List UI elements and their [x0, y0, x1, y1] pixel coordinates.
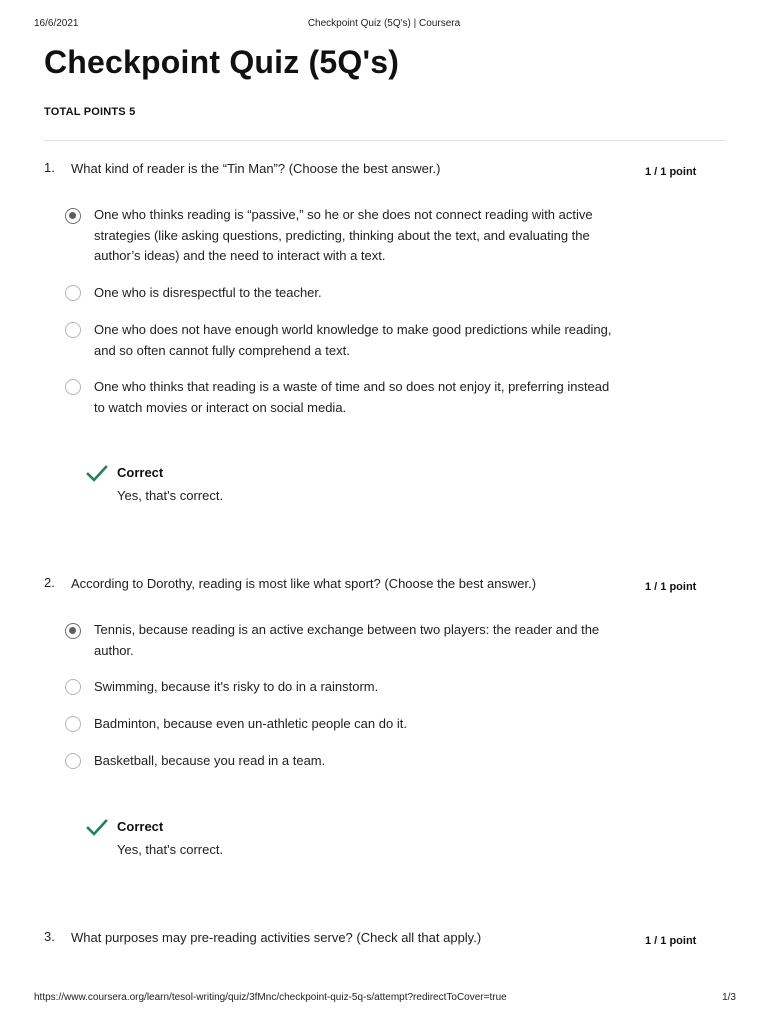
option-text: One who is disrespectful to the teacher. — [94, 285, 322, 300]
radio-button-selected[interactable] — [65, 208, 81, 224]
question-points: 1 / 1 point — [645, 166, 697, 178]
question-number: 1. — [44, 160, 55, 175]
radio-button[interactable] — [65, 285, 81, 301]
feedback-title: Correct — [117, 819, 164, 834]
option-text: Tennis, because reading is an active exchange between two players: the reader and the author. — [94, 622, 600, 658]
radio-button[interactable] — [65, 753, 81, 769]
question-text: What purposes may pre-reading activities serve? (Check all that apply.) — [71, 930, 482, 945]
radio-button[interactable] — [65, 322, 81, 338]
question-text: According to Dorothy, reading is most like what sport? (Choose the best answer.) — [71, 576, 537, 591]
feedback-title: Correct — [117, 465, 164, 480]
option-text: One who does not have enough world knowledge to make good predictions while reading, and so often cannot fully comprehend a text. — [94, 322, 612, 358]
option-text: One who thinks reading is “passive,” so he or she does not connect reading with active strategies (like asking questions, predicting, thinking about the text, and evaluating the author’s ideas) and the need to interact with a text. — [94, 207, 593, 263]
radio-button[interactable] — [65, 379, 81, 395]
radio-button[interactable] — [65, 716, 81, 732]
option-text: Basketball, because you read in a team. — [94, 753, 326, 768]
question-number: 2. — [44, 575, 55, 590]
check-icon — [86, 819, 108, 837]
option-text: Swimming, because it's risky to do in a rainstorm. — [94, 679, 379, 694]
question-text: What kind of reader is the “Tin Man”? (Choose the best answer.) — [71, 161, 441, 176]
footer-url: https://www.coursera.org/learn/tesol-writing/quiz/3fMnc/checkpoint-quiz-5q-s/attempt?redirectToCover=true — [34, 992, 507, 1003]
divider — [44, 140, 726, 141]
footer-page-number: 1/3 — [722, 992, 736, 1003]
radio-button[interactable] — [65, 679, 81, 695]
total-points: TOTAL POINTS 5 — [44, 106, 136, 118]
option-text: Badminton, because even un-athletic people can do it. — [94, 716, 407, 731]
print-date: 16/6/2021 — [34, 18, 79, 29]
page-title: Checkpoint Quiz (5Q's) — [44, 44, 400, 80]
question-number: 3. — [44, 929, 55, 944]
question-points: 1 / 1 point — [645, 581, 697, 593]
question-points: 1 / 1 point — [645, 935, 697, 947]
option-text: One who thinks that reading is a waste of time and so does not enjoy it, preferring instead to watch movies or interact on social media. — [94, 379, 610, 415]
feedback-message: Yes, that's correct. — [117, 488, 224, 503]
print-title: Checkpoint Quiz (5Q's) | Coursera — [307, 18, 461, 29]
radio-button-selected[interactable] — [65, 623, 81, 639]
check-icon — [86, 465, 108, 483]
feedback-message: Yes, that's correct. — [117, 842, 224, 857]
